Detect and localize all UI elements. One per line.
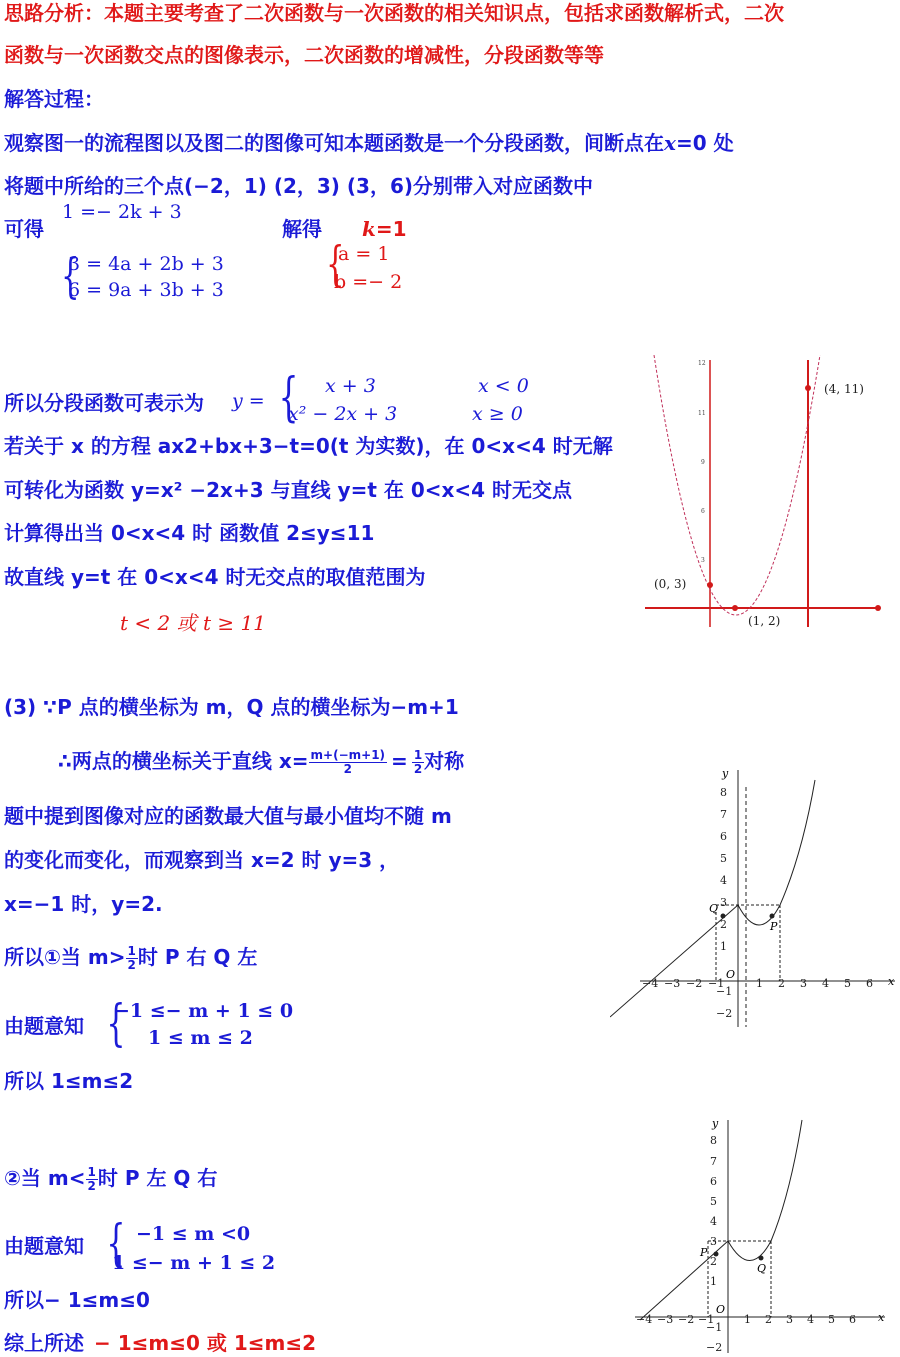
- y-tick-minus2: −2: [706, 1341, 723, 1354]
- label-p: P: [700, 1246, 708, 1259]
- x-tick-minus2: −2: [686, 977, 703, 990]
- case2-brace: {: [106, 1214, 126, 1272]
- case2-tail: 时 P 左 Q 右: [97, 1166, 218, 1190]
- symmetry-line: [58, 748, 464, 776]
- therefore-line: 故直线 y=t 在 0<x<4 时无交点的取值范围为: [4, 565, 426, 589]
- system-abc-2: 6 = 9a + 3b + 3: [68, 279, 224, 301]
- x-axis-label: x: [888, 975, 895, 988]
- brace-abc: {: [61, 248, 80, 304]
- parabola-curve: [654, 355, 820, 615]
- x-tick-minus4: −4: [642, 977, 659, 990]
- brace-ab-solution: {: [326, 236, 345, 292]
- case2-line: [4, 1165, 217, 1193]
- solve-label: 解得: [282, 217, 322, 241]
- case2-expr: x² − 2x + 3: [288, 403, 398, 425]
- x-tick-minus3: −3: [657, 1313, 674, 1326]
- x-tick-6: 6: [866, 977, 873, 990]
- y-tick-5: 5: [710, 1195, 717, 1208]
- x-tick-2: 2: [765, 1313, 772, 1326]
- label-q: Q: [709, 902, 719, 915]
- graph-parabola-1: [640, 355, 890, 630]
- linear-branch: [610, 905, 738, 1017]
- parabola-branch: [728, 1120, 802, 1261]
- point-q: [759, 1256, 764, 1261]
- label-p: P: [770, 920, 778, 933]
- half-denominator: 2: [413, 762, 423, 776]
- case2-half-num: 1: [87, 1165, 96, 1179]
- x-tick-minus4: −4: [636, 1313, 653, 1326]
- summary-lead: 综上所述: [4, 1331, 84, 1355]
- label-point-1-2: (1, 2): [748, 614, 781, 628]
- solution-b: b =− 2: [334, 271, 403, 293]
- y-tick-7: 7: [720, 808, 727, 821]
- y-tick-8: 8: [720, 786, 727, 799]
- y-tick-4: 4: [710, 1215, 717, 1228]
- x-tick-3: 3: [786, 1313, 793, 1326]
- label-q: Q: [757, 1262, 767, 1275]
- symmetry-fraction: [309, 749, 388, 776]
- k-solution: [362, 216, 407, 242]
- answer-range: t < 2 或 t ≥ 11: [120, 611, 266, 635]
- point-0-3: [707, 582, 713, 588]
- y-tick-minus1: −1: [716, 985, 733, 998]
- origin-label: O: [726, 968, 736, 981]
- case1-line: [4, 944, 257, 972]
- analysis-line-2: 函数与一次函数交点的图像表示，二次函数的增减性，分段函数等等: [4, 43, 604, 67]
- point-1-2: [732, 605, 738, 611]
- y-tick-12: 12: [698, 360, 706, 367]
- y-tick-2: 2: [720, 918, 727, 931]
- summary-line: [4, 1330, 316, 1356]
- symmetry-lead: ∴两点的横坐标关于直线 x=: [58, 749, 309, 773]
- y-tick-7: 7: [710, 1155, 717, 1168]
- case1-expr: x + 3: [325, 375, 376, 397]
- solution-a: a = 1: [338, 243, 390, 265]
- observe-var: x: [664, 131, 676, 155]
- x-tick-3: 3: [800, 977, 807, 990]
- substitute-line: 将题中所给的三个点(−2，1) (2，3) (3，6)分别带入对应函数中: [4, 174, 594, 198]
- symmetry-numerator: m+(−m+1): [310, 748, 386, 762]
- parabola-branch: [738, 780, 815, 925]
- x-tick-5: 5: [844, 977, 851, 990]
- x-tick-1: 1: [756, 977, 763, 990]
- max-min-line-1: 题中提到图像对应的函数最大值与最小值均不随 m: [4, 804, 452, 828]
- symmetry-equals: =: [391, 749, 408, 773]
- graph-parabola-3: [630, 1115, 895, 1355]
- observe-text: 观察图一的流程图以及图二的图像可知本题函数是一个分段函数，间断点在: [4, 131, 664, 155]
- case2-half-den: 2: [87, 1179, 96, 1193]
- case1-lead: 所以①当 m>: [4, 945, 126, 969]
- x-tick-1: 1: [744, 1313, 751, 1326]
- case2-result: 所以− 1≤m≤0: [4, 1288, 150, 1312]
- k-value: =1: [375, 217, 407, 241]
- y-tick-1: 1: [720, 940, 727, 953]
- y-axis-label: y: [712, 1117, 719, 1130]
- case1-half: [126, 945, 138, 972]
- point-4-11: [805, 385, 811, 391]
- compute-line: 计算得出当 0<x<4 时 函数值 2≤y≤11: [4, 521, 375, 545]
- equation-k: 1 =− 2k + 3: [62, 201, 182, 223]
- y-tick-2: 2: [710, 1255, 717, 1268]
- origin-label: O: [716, 1303, 726, 1316]
- x-tick-6: 6: [849, 1313, 856, 1326]
- case1-cond-label: 由题意知: [4, 1014, 84, 1038]
- point-p: [770, 914, 775, 919]
- equation-line: 若关于 x 的方程 ax2+bx+3−t=0(t 为实数)，在 0<x<4 时无解: [4, 434, 613, 458]
- case1-half-num: 1: [127, 944, 136, 958]
- x-tick-5: 5: [828, 1313, 835, 1326]
- symmetry-denominator: 2: [343, 762, 352, 776]
- x-tick-minus2: −2: [678, 1313, 695, 1326]
- case1-tail: 时 P 右 Q 左: [137, 945, 258, 969]
- y-axis-label: y: [722, 767, 729, 780]
- piecewise-lead: 所以分段函数可表示为: [4, 391, 204, 415]
- x-tick-2: 2: [778, 977, 785, 990]
- x-axis-end-point: [875, 605, 881, 611]
- case2-cond-label: 由题意知: [4, 1234, 84, 1258]
- convert-line: 可转化为函数 y=x² −2x+3 与直线 y=t 在 0<x<4 时无交点: [4, 478, 573, 502]
- y-tick-8: 8: [710, 1134, 717, 1147]
- label-point-4-11: (4, 11): [824, 382, 864, 396]
- y-tick-minus1: −1: [706, 1321, 723, 1334]
- case2-half: [86, 1166, 98, 1193]
- y-tick-4: 4: [720, 874, 727, 887]
- symmetry-tail: 对称: [424, 749, 465, 773]
- x-axis-label: x: [878, 1311, 885, 1324]
- system-abc-1: 3 = 4a + 2b + 3: [68, 253, 224, 275]
- half-fraction: [412, 749, 424, 776]
- piecewise-y: y =: [232, 390, 265, 412]
- graph-parabola-2: [610, 765, 900, 1030]
- brace-piecewise: {: [278, 368, 299, 428]
- y-tick-3: 3: [720, 896, 727, 909]
- x-tick-4: 4: [807, 1313, 814, 1326]
- case1-brace: {: [106, 994, 126, 1052]
- case1-half-den: 2: [127, 958, 136, 972]
- x-tick-minus3: −3: [664, 977, 681, 990]
- x-tick-4: 4: [822, 977, 829, 990]
- k-var: k: [362, 217, 376, 241]
- y-tick-3: 3: [701, 557, 705, 564]
- solution-heading: 解答过程：: [4, 87, 104, 111]
- y-tick-6: 6: [701, 508, 705, 515]
- y-tick-3: 3: [710, 1235, 717, 1248]
- given-line: (3) ∵P 点的横坐标为 m，Q 点的横坐标为−m+1: [4, 695, 459, 719]
- case1-ineq-2: 1 ≤ m ≤ 2: [148, 1027, 253, 1049]
- observe-tail: =0 处: [675, 131, 734, 155]
- case2-cond: x ≥ 0: [472, 403, 523, 425]
- summary-value: − 1≤m≤0 或 1≤m≤2: [94, 1331, 317, 1355]
- half-numerator: 1: [413, 748, 423, 762]
- get-label: 可得: [4, 217, 44, 241]
- y-tick-5: 5: [720, 852, 727, 865]
- case2-ineq-1: −1 ≤ m <0: [136, 1223, 251, 1245]
- observe-line: [4, 130, 734, 156]
- y-tick-1: 1: [710, 1275, 717, 1288]
- max-min-line-2: 的变化而变化，而观察到当 x=2 时 y=3 ，: [4, 848, 400, 872]
- y-tick-9: 9: [701, 459, 705, 466]
- x-tick-minus1: −1: [708, 977, 725, 990]
- y-tick-6: 6: [710, 1175, 717, 1188]
- case2-lead: ②当 m<: [4, 1166, 86, 1190]
- y-tick-11: 11: [698, 410, 706, 417]
- case1-cond: x < 0: [478, 375, 529, 397]
- case2-ineq-2: 1 ≤− m + 1 ≤ 2: [112, 1252, 276, 1274]
- analysis-line-1: 思路分析：本题主要考查了二次函数与一次函数的相关知识点，包括求函数解析式，二次: [4, 1, 784, 25]
- y-tick-6: 6: [720, 830, 727, 843]
- label-point-0-3: (0, 3): [654, 577, 687, 591]
- x-tick-minus1: −1: [698, 1313, 715, 1326]
- max-min-line-3: x=−1 时，y=2.: [4, 892, 163, 916]
- case1-result: 所以 1≤m≤2: [4, 1069, 134, 1093]
- y-tick-minus2: −2: [716, 1007, 733, 1020]
- case1-ineq-1: −1 ≤− m + 1 ≤ 0: [114, 1000, 294, 1022]
